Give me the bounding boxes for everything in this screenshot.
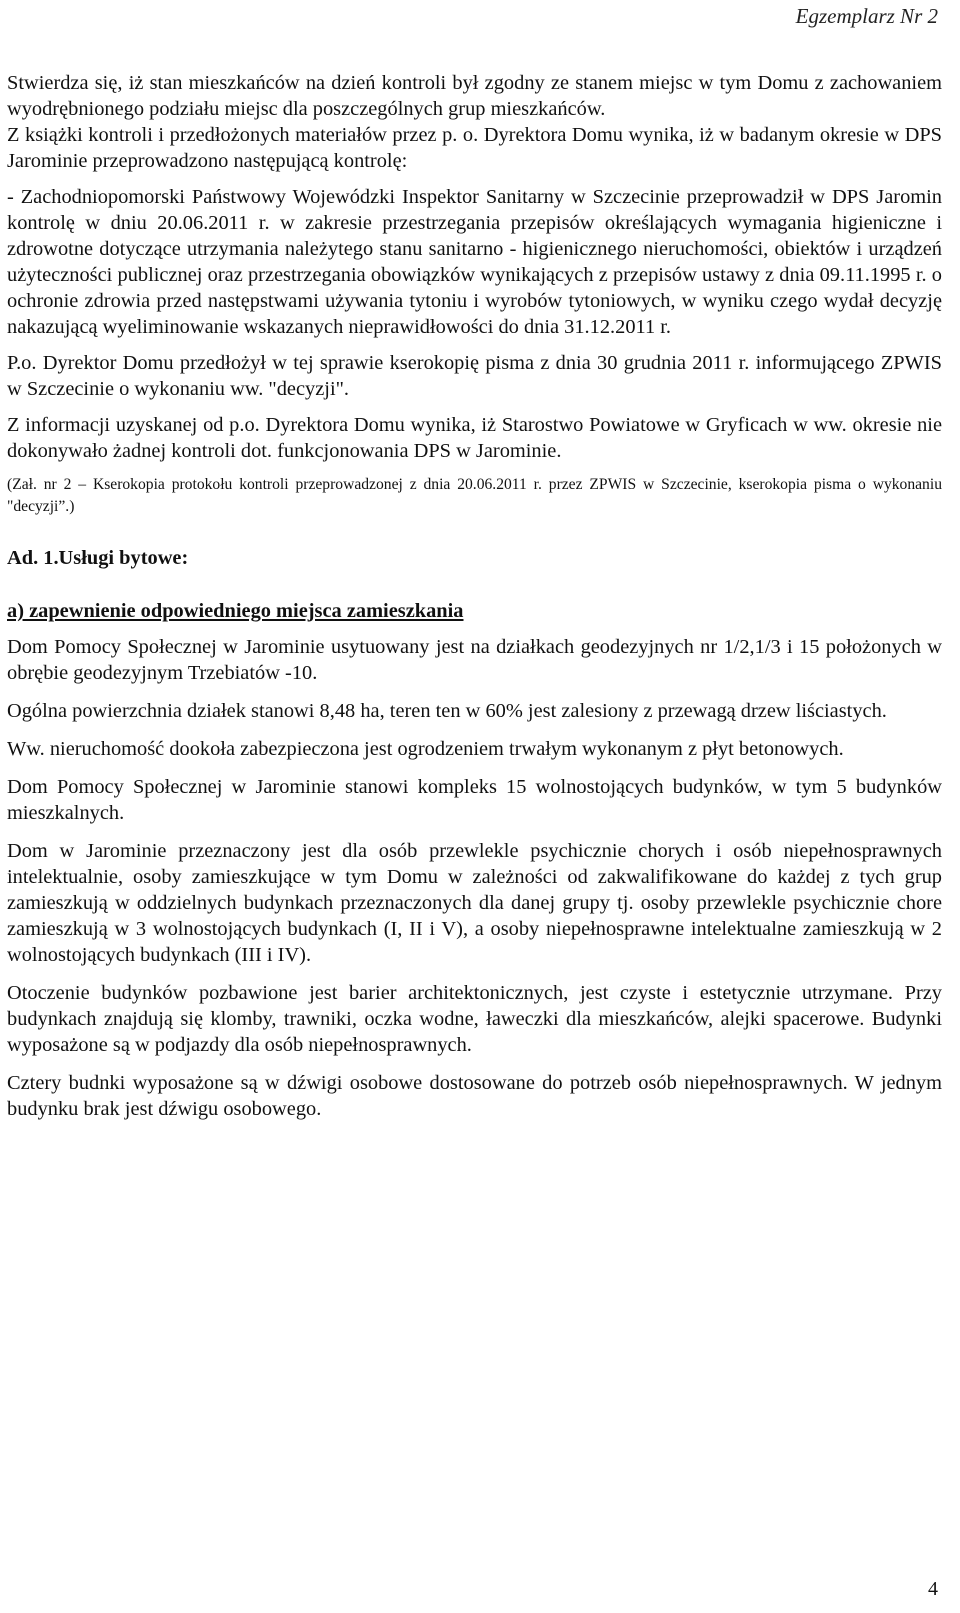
paragraph-residents: Dom w Jarominie przeznaczony jest dla osób przewlekle psychicznie chorych i osób niepełnosprawnych intelektualnie, osoby zamieszkujące w tym Domu w zależności od zakwalifikowane do każdej z tych grup zamieszkują w oddzielnych budynkach przeznaczonych dla danej grupy tj. osoby przewlekle psychicznie chore zamieszkują w 3 wolnostojących budynkach (I, II i V), a osoby niepełnosprawne intelektualne zamieszkują w 2 wolnostojących budynkach (III i IV). [7, 840, 942, 966]
page-number: 4 [928, 1578, 938, 1600]
document-body [7, 70, 942, 1122]
paragraph-area: Ogólna powierzchnia działek stanowi 8,48 ha, teren ten w 60% jest zalesiony z przewagą drzew liściastych. [7, 700, 887, 722]
paragraph-elevators: Cztery budnki wyposażone są w dźwigi osobowe dostosowane do potrzeb osób niepełnosprawnych. W jednym budynku brak jest dźwigu osobowego. [7, 1072, 942, 1120]
paragraph-location: Dom Pomocy Społecznej w Jarominie usytuowany jest na działkach geodezyjnych nr 1/2,1/3 i 15 położonych w obrębie geodezyjnym Trzebiatów -10. [7, 636, 942, 684]
subsection-heading: a) zapewnienie odpowiedniego miejsca zamieszkania [7, 600, 464, 622]
paragraph-fence: Ww. nieruchomość dookoła zabezpieczona jest ogrodzeniem trwałym wykonanym z płyt betonowych. [7, 738, 844, 760]
section-heading: Ad. 1.Usługi bytowe: [7, 547, 189, 569]
paragraph-buildings: Dom Pomocy Społecznej w Jarominie stanowi kompleks 15 wolnostojących budynków, w tym 5 budynków mieszkalnych. [7, 776, 942, 824]
paragraph-director-letter: P.o. Dyrektor Domu przedłożył w tej sprawie kserokopię pisma z dnia 30 grudnia 2011 r. informującego ZPWIS w Szczecinie o wykonaniu ww. "decyzji". [7, 352, 942, 400]
paragraph-starostwo-info: Z informacji uzyskanej od p.o. Dyrektora Domu wynika, iż Starostwo Powiatowe w Gryficach w ww. okresie nie dokonywało żadnej kontroli dot. funkcjonowania DPS w Jarominie. [7, 414, 942, 462]
attachment-note: (Zał. nr 2 – Kserokopia protokołu kontroli przeprowadzonej z dnia 20.06.2011 r. przez ZPWIS w Szczecinie, kserokopia pisma o wykonaniu "decyzji”.) [7, 476, 942, 515]
paragraph-control-book: Z książki kontroli i przedłożonych materiałów przez p. o. Dyrektora Domu wynika, iż w badanym okresie w DPS Jarominie przeprowadzono następującą kontrolę: [7, 124, 942, 172]
paragraph-surroundings: Otoczenie budynków pozbawione jest barier architektonicznych, jest czyste i estetycznie utrzymane. Przy budynkach znajdują się klomby, trawniki, oczka wodne, ławeczki dla mieszkańców, alejki spacerowe. Budynki wyposażone są w podjazdy dla osób niepełnosprawnych. [7, 982, 942, 1056]
paragraph-inspection-state: Stwierdza się, iż stan mieszkańców na dzień kontroli był zgodny ze stanem miejsc w tym Domu z zachowaniem wyodrębnionego podziału miejsc dla poszczególnych grup mieszkańców. [7, 72, 942, 120]
paragraph-sanitary-inspection: - Zachodniopomorski Państwowy Wojewódzki Inspektor Sanitarny w Szczecinie przeprowadził w DPS Jaromin kontrolę w dniu 20.06.2011 r. w zakresie przestrzegania przepisów określających wymagania higieniczne i zdrowotne dotyczące utrzymania należytego stanu sanitarno - higienicznego nieruchomości, obiektów i urządzeń użyteczności publicznej oraz przestrzegania obowiązków wynikających z przepisów ustawy z dnia 09.11.1995 r. o ochronie zdrowia przed następstwami używania tytoniu i wyrobów tytoniowych, w wyniku czego wydał decyzję nakazującą wyeliminowanie wskazanych nieprawidłowości do dnia 31.12.2011 r. [7, 186, 942, 338]
copy-number-header: Egzemplarz Nr 2 [795, 4, 938, 28]
